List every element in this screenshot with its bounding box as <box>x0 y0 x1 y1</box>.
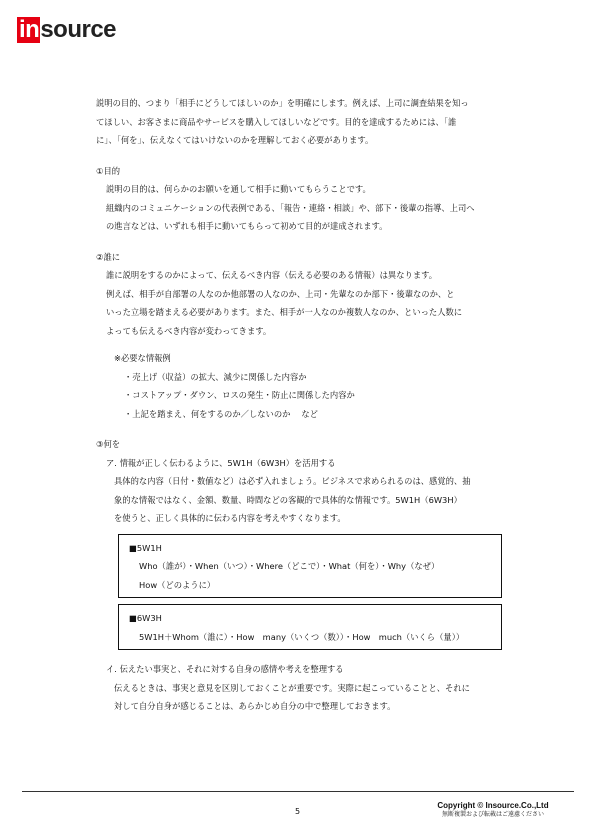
subsection-heading: ア. 情報が正しく伝わるように、5W1H（6W3H）を活用する <box>106 457 336 468</box>
insource-logo <box>17 17 116 43</box>
page-number: 5 <box>294 807 301 816</box>
section-heading: ①目的 <box>96 165 121 176</box>
section-line: いった立場を踏まえる必要があります。また、相手が一人なのか複数人なのか、といった人数に <box>106 307 463 317</box>
section-line: よっても伝えるべき内容が変わってきます。 <box>106 325 272 336</box>
box-line: 5W1H＋Whom（誰に）・How many（いくつ（数））・How much（いくら（量）） <box>139 631 465 642</box>
section-line: 説明の目的は、何らかのお願いを通して相手に動いてもらうことです。 <box>106 184 371 194</box>
note-item: ・コストアップ・ダウン、ロスの発生・防止に関係した内容か <box>124 390 355 400</box>
note-item: ・上記を踏まえ、何をするのか／しないのか など <box>124 408 318 419</box>
section-purpose <box>96 162 536 236</box>
box-5w1h <box>118 534 502 599</box>
box-6w3h <box>118 604 502 650</box>
section-line: 具体的な内容（日付・数値など）は必ず入れましょう。ビジネスで求められるのは、感覚的、抽 <box>114 476 471 486</box>
section-line: 伝えるときは、事実と意見を区別しておくことが重要です。実際に起こっていることと、それに <box>114 682 470 693</box>
section-audience <box>96 248 536 424</box>
document-body <box>96 94 536 716</box>
box-line: Who（誰が）・When（いつ）・Where（どこで）・What（何を）・Why（なぜ） <box>139 561 440 571</box>
subsection-heading: イ. 伝えたい事実と、それに対する自身の感情や考えを整理する <box>106 664 344 674</box>
section-line: 象的な情報ではなく、金額、数量、時間などの客観的で具体的な情報です。5W1H（6W3H） <box>114 494 462 505</box>
copyright-text: Copyright © Insource.Co.,Ltd <box>437 801 549 810</box>
intro-line: 説明の目的、つまり「相手にどうしてほしいのか」を明確にします。例えば、上司に調査結果を知っ <box>96 98 469 108</box>
section-what <box>96 435 536 716</box>
note-item: ・売上げ（収益）の拡大、減少に関係した内容か <box>124 371 307 382</box>
box-title: ■5W1H <box>129 542 162 553</box>
section-line: の進言などは、いずれも相手に動いてもらって初めて目的が達成されます。 <box>106 221 388 231</box>
section-line: 例えば、相手が自部署の人なのか他部署の人なのか、上司・先輩なのか部下・後輩なのか、と <box>106 288 455 299</box>
section-line: 組織内のコミュニケーションの代表例である、「報告・連絡・相談」や、部下・後輩の指導、上司へ <box>106 202 475 213</box>
section-line: 対して自分自身が感じることは、あらかじめ自分の中で整理しておきます。 <box>114 701 396 711</box>
section-line: 誰に説明をするのかによって、伝えるべき内容（伝える必要のある情報）は異なります。 <box>106 270 438 280</box>
intro-line: てほしい、お客さまに商品やサービスを購入してほしいなどです。目的を達成するためには、「誰 <box>96 116 457 127</box>
intro-paragraph <box>96 94 536 150</box>
logo-in: in <box>19 16 40 43</box>
logo-source: source <box>40 16 117 43</box>
section-heading: ②誰に <box>96 251 121 262</box>
box-title: ■6W3H <box>129 613 162 623</box>
section-heading: ③何を <box>96 439 121 449</box>
reproduction-notice: 無断複製および転載はご遠慮ください <box>441 811 544 818</box>
intro-line: に」、「何を」、伝えなくてはいけないのかを理解しておく必要があります。 <box>96 135 374 145</box>
box-line: How（どのように） <box>139 579 216 590</box>
section-line: を使うと、正しく具体的に伝わる内容を考えやすくなります。 <box>114 513 346 523</box>
footer-divider <box>22 791 574 792</box>
note-heading: ※必要な情報例 <box>114 353 171 363</box>
